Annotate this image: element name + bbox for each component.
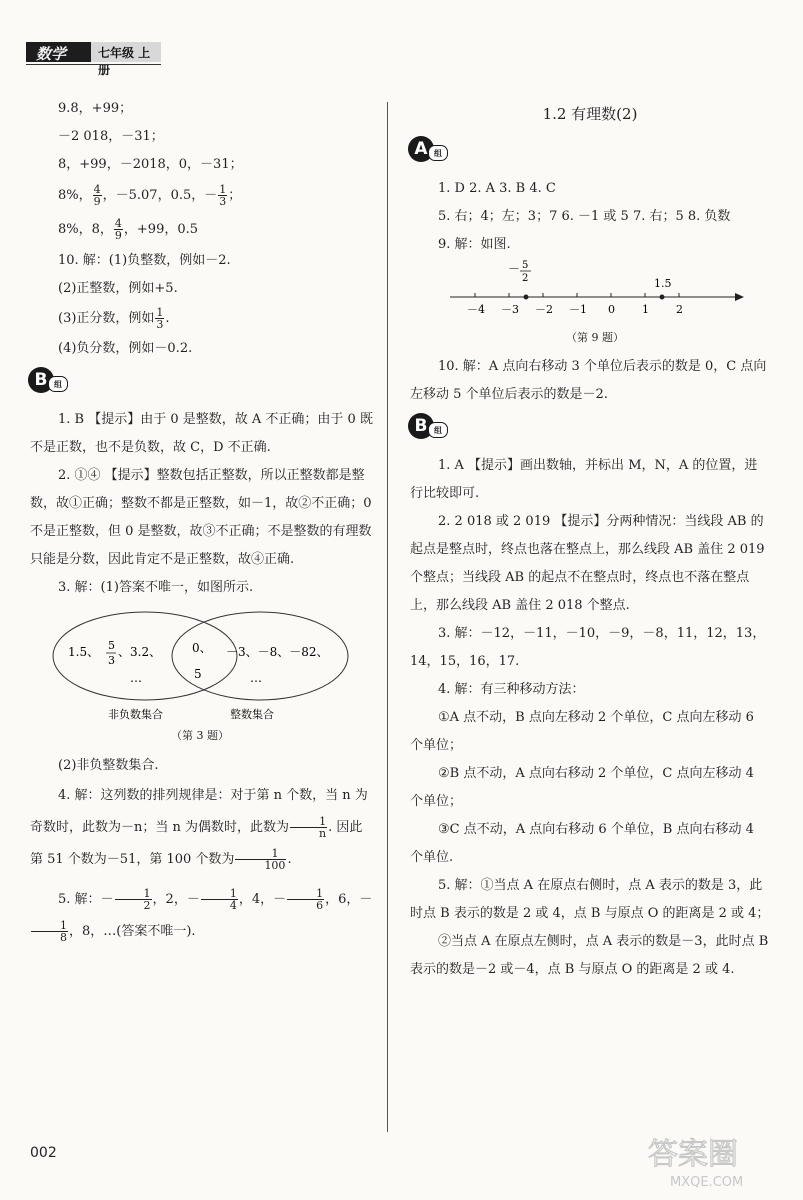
venn-left-items2: 、3.2、 [118,645,162,659]
tick-label: －1 [569,303,587,316]
answer-paragraph: 3. 解：(1)答案不唯一，如图所示. [58,580,254,595]
answer-line: 5. 右；4；左；3；7 6. －1 或 5 7. 右；5 8. 负数 [438,209,731,224]
fraction: $\frac{1}{2}$ [115,888,152,911]
header-grade: 七年级 上册 [98,46,151,77]
fraction: $\frac{4}{9}$ [93,183,101,208]
text: . [287,852,292,867]
answer-line: 1. D 2. A 3. B 4. C [438,181,556,196]
answer-paragraph: ③C 点不动，A 点向右移动 6 个单位，B 点向右移动 4 个单位. [410,822,754,865]
tick-label: －3 [501,303,519,316]
badge-group: 组 [48,376,68,392]
venn-diagram [50,608,350,728]
venn-left-dots: … [130,671,142,685]
fraction: $\frac{4}{9}$ [114,217,122,242]
answer-line: 10. 解：(1)负整数，例如－2. [58,253,231,268]
badge-letter: A [408,136,434,162]
text: ，6，－ [325,892,373,907]
header-rule [26,64,161,65]
fraction: $\frac{1}{3}$ [219,183,227,208]
text: ，－5.07，0.5，－ [102,188,218,203]
answer-paragraph: 5. 解：①当点 A 在原点右侧时，点 A 表示的数是 3，此时点 B 表示的数是 2 或 4，点 B 与原点 O 的距离是 2 或 4； [410,878,770,921]
text: 4. 解：这列数的排列规律是：对于第 n 个数，当 n 为奇数时，此数为－n；当 n 为偶数时，此数为 [30,788,368,835]
tick-label: 0 [608,303,615,316]
tick-label: －2 [535,303,553,316]
group-b-badge [28,367,70,393]
answer-paragraph: (2)非负整数集合. [58,758,159,773]
watermark-logo [640,1130,790,1190]
venn-left-frac-d: 3 [108,654,115,667]
text: ，8，…(答案不唯一). [69,924,196,939]
page-number: 002 [30,1145,57,1161]
answer-line: 8，+99，－2018，0，－31； [58,157,243,172]
answer-line: 9.8，+99； [58,101,133,116]
point-neg-5-2 [524,295,529,300]
figure-caption: （第 3 题） [171,729,229,742]
group-a-badge [408,136,450,162]
left-column [30,95,375,948]
group-b-badge [408,413,450,439]
badge-group: 组 [428,145,448,161]
answer-paragraph: 3. 解：－12，－11，－10，－9，－8，11，12，13，14，15，16，17. [410,626,766,669]
answer-paragraph [30,884,375,948]
text: 8%， [58,188,92,203]
page-header [26,42,161,77]
venn-left-frac-n: 5 [108,639,115,652]
tick-label: －4 [467,303,485,316]
section-title: 1.2 有理数(2) [542,105,638,123]
text: ，4，－ [238,892,287,907]
tick-group [467,293,683,316]
answer-paragraph: 2. 2 018 或 2 019 【提示】分两种情况：当线段 AB 的起点是整点时，终点也落在整点上，那么线段 AB 盖住 2 019 个整点；当线段 AB 的起点不在整点时，终点也不落在整点上，那么线段 AB 盖住 2 018 个整点. [410,514,765,613]
text: 5. 解：－ [58,892,114,907]
badge-letter: B [28,367,54,393]
fraction: $\frac{1}{6}$ [287,888,324,911]
text: . 因此第 51 个数为－51，第 100 个数为 [30,820,363,867]
venn-mid-top: 0、 [192,641,212,655]
venn-mid-bottom: 5 [194,667,202,681]
number-line [430,259,760,323]
answer-paragraph: 1. B 【提示】由于 0 是整数，故 A 不正确；由于 0 既不是正数，也不是负数，故 C，D 不正确. [30,412,373,455]
answer-paragraph: ②B 点不动，A 点向右移动 2 个单位，C 点向左移动 4 个单位； [410,766,754,809]
watermark-url: MXQE.COM [670,1175,744,1190]
tick-label: 2 [676,303,683,316]
answer-paragraph: 2. ①④ 【提示】整数包括正整数，所以正整数都是整数，故①正确；整数不都是正整数，如－1，故②不正确；0 不是正整数，但 0 是整数，故③不正确；不是整数的有理数只能是分数，因此肯定不是正整数，故④正确. [30,468,372,567]
point-b-frac-n: 5 [522,260,529,271]
point-b-sign: － [508,262,521,276]
answer-paragraph: 4. 解：有三种移动方法： [438,682,585,697]
venn-left-items: 1.5、 [68,645,100,659]
venn-label-right: 整数集合 [230,708,274,721]
figure-caption: （第 9 题） [566,331,624,344]
right-column [410,98,770,984]
column-divider [387,102,388,1132]
text: (3)正分数，例如 [58,311,155,326]
text: ，2，－ [152,892,200,907]
fraction: $\frac{1}{8}$ [31,920,68,943]
answer-line: (2)正整数，例如+5. [58,281,178,296]
axis-arrow [735,293,744,301]
fraction: $\frac{1}{n}$ [290,816,327,839]
point-b-frac-d: 2 [522,273,529,284]
answer-paragraph: 10. 解：A 点向右移动 3 个单位后表示的数是 0，C 点向左移动 5 个单位后表示的数是－2. [410,359,767,402]
answer-paragraph: ②当点 A 在原点左侧时，点 A 表示的数是－3，此时点 B 表示的数是－2 或－4，点 B 与原点 O 的距离是 2 或 4. [410,934,769,977]
fraction: $\frac{1}{100}$ [235,848,286,871]
text: ，+99，0.5 [123,222,199,237]
venn-right-items: －3、－8、－82、 [226,645,329,659]
answer-paragraph: 1. A 【提示】画出数轴，并标出 M，N，A 的位置，进行比较即可. [410,458,758,501]
point-1-5 [660,295,665,300]
answer-line: (4)负分数，例如－0.2. [58,341,193,356]
badge-group: 组 [428,422,448,438]
answer-paragraph: ①A 点不动，B 点向左移动 2 个单位，C 点向左移动 6 个单位； [410,710,754,753]
watermark-text: 答案圈 [648,1137,738,1172]
answer-line: －2 018，－31； [58,129,164,144]
answer-line: 9. 解：如图. [438,237,511,252]
answer-line [30,179,375,213]
point-a-label: 1.5 [654,277,672,290]
badge-letter: B [408,413,434,439]
fraction: $\frac{1}{4}$ [201,888,238,911]
fraction: $\frac{1}{3}$ [156,306,164,331]
text: . [165,311,170,326]
tick-label: 1 [642,303,649,316]
answer-paragraph [30,780,375,876]
text: 8%，8， [58,222,113,237]
answer-line [30,303,375,335]
venn-right-dots: … [250,671,262,685]
answer-line [30,213,375,247]
text: ； [228,188,242,203]
venn-label-left: 非负数集合 [108,708,163,721]
header-subject: 数学 [36,45,67,63]
